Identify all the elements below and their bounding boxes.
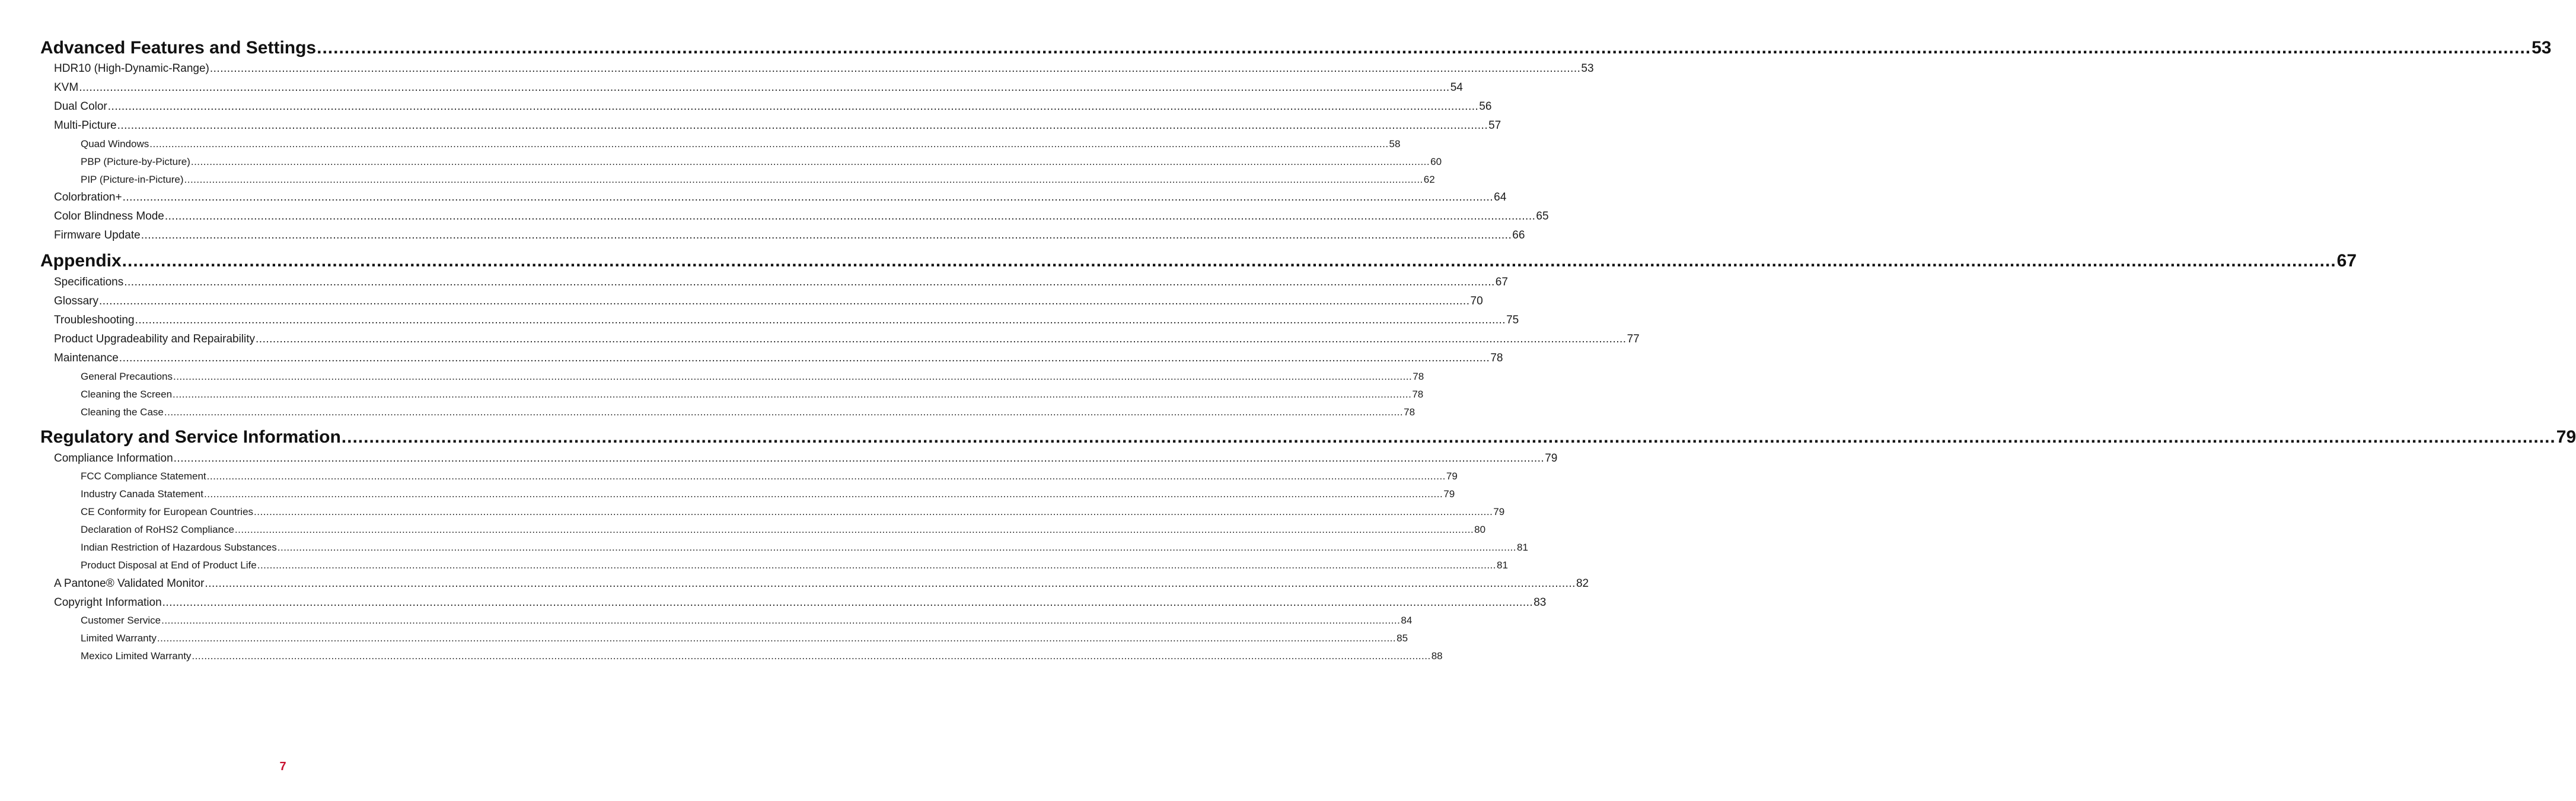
toc-entry-title: Cleaning the Screen [81,389,173,400]
dot-leader: ................................................................................................................................................................................................................................................................................................................................................................................................................ [203,488,1443,500]
toc-entry-page: 56 [1479,100,1492,113]
dot-leader: ................................................................................................................................................................................................................................................................................................................................................................................................................ [257,560,1496,571]
toc-entry-title: Product Disposal at End of Product Life [81,560,257,571]
toc-entry-title: Limited Warranty [81,632,157,644]
dot-leader: ................................................................................................................................................................................................................................................................................................................................................................................................................ [149,138,1389,150]
toc-entry-page: 62 [1423,174,1435,185]
toc-entry[interactable] [54,314,1519,330]
toc-entry-title: Multi-Picture [54,119,117,132]
toc-entry[interactable] [54,333,1640,349]
toc-entry-title: Dual Color [54,100,107,113]
toc-subentry[interactable] [81,389,1424,404]
toc-entry[interactable] [54,577,1589,594]
dot-leader: ................................................................................................................................................................................................................................................................................................................................................................................................................ [254,506,1493,517]
toc-entry-page: 67 [2336,251,2357,271]
toc-entry[interactable] [54,100,1492,117]
toc-section-heading[interactable] [40,251,2357,275]
toc-entry-title: CE Conformity for European Countries [81,506,254,517]
toc-entry-title: Customer Service [81,615,161,626]
toc-entry-page: 78 [1412,389,1424,400]
toc-entry-title: Firmware Update [54,229,141,241]
toc-entry[interactable] [54,452,1558,469]
toc-entry-title: Advanced Features and Settings [40,38,317,58]
dot-leader: ................................................................................................................................................................................................................................................................................................................................................................................................................ [209,62,1581,75]
toc-entry-title: FCC Compliance Statement [81,471,206,482]
toc-entry-page: 79 [1493,506,1505,517]
toc-entry-page: 81 [1517,542,1528,553]
toc-entry-page: 53 [2532,38,2552,58]
dot-leader: ................................................................................................................................................................................................................................................................................................................................................................................................................ [122,191,1494,204]
toc-subentry[interactable] [81,632,1408,648]
dot-leader: ................................................................................................................................................................................................................................................................................................................................................................................................................ [164,406,1404,418]
dot-leader: ................................................................................................................................................................................................................................................................................................................................................................................................................ [79,81,1450,94]
toc-entry-title: Indian Restriction of Hazardous Substances [81,542,277,553]
toc-entry-page: 83 [1534,596,1547,609]
dot-leader: ................................................................................................................................................................................................................................................................................................................................................................................................................ [173,371,1413,382]
dot-leader: ................................................................................................................................................................................................................................................................................................................................................................................................................ [173,452,1545,465]
dot-leader: ................................................................................................................................................................................................................................................................................................................................................................................................................ [119,352,1490,364]
toc-entry-title: Color Blindness Mode [54,210,164,223]
dot-leader: ................................................................................................................................................................................................................................................................................................................................................................................................................ [256,333,1627,345]
dot-leader: ................................................................................................................................................................................................................................................................................................................................................................................................................ [117,119,1488,132]
toc-entry-page: 81 [1497,560,1508,571]
dot-leader: ................................................................................................................................................................................................................................................................................................................................................................................................................ [192,650,1431,662]
toc-entry-page: 78 [1404,406,1415,418]
toc-subentry[interactable] [81,471,1458,486]
toc-entry[interactable] [54,210,1549,227]
toc-entry-page: 58 [1389,138,1401,150]
toc-entry-title: Quad Windows [81,138,149,150]
dot-leader: ................................................................................................................................................................................................................................................................................................................................................................................................................ [184,174,1423,185]
dot-leader: ................................................................................................................................................................................................................................................................................................................................................................................................................ [341,427,2556,447]
toc-entry[interactable] [54,352,1503,368]
toc-subentry[interactable] [81,524,1486,539]
toc-subentry[interactable] [81,650,1443,666]
toc-entry[interactable] [54,596,1547,613]
toc-entry-page: 57 [1488,119,1501,132]
toc-entry-title: Colorbration+ [54,191,122,204]
toc-entry[interactable] [54,229,1525,246]
toc-entry-page: 78 [1490,352,1503,364]
toc-entry-title: Maintenance [54,352,119,364]
toc-subentry[interactable] [81,615,1413,630]
toc-entry-page: 67 [1495,276,1508,288]
dot-leader: ................................................................................................................................................................................................................................................................................................................................................................................................................ [234,524,1474,535]
toc-entry-title: Product Upgradeability and Repairability [54,333,256,345]
toc-entry[interactable] [54,276,1508,293]
toc-entry-title: Cleaning the Case [81,406,164,418]
toc-entry-title: KVM [54,81,79,94]
toc-entry-page: 64 [1494,191,1507,204]
toc-entry-page: 70 [1470,295,1483,307]
toc-entry-title: Glossary [54,295,98,307]
toc-entry-page: 80 [1474,524,1486,535]
toc-subentry[interactable] [81,371,1424,386]
toc-entry[interactable] [54,295,1483,312]
toc-subentry[interactable] [81,406,1415,422]
toc-entry-title: HDR10 (High-Dynamic-Range) [54,62,209,75]
toc-section-heading[interactable] [40,38,2552,62]
dot-leader: ................................................................................................................................................................................................................................................................................................................................................................................................................ [157,632,1397,644]
toc-entry-title: Compliance Information [54,452,173,465]
toc-entry-page: 77 [1627,333,1640,345]
toc-subentry[interactable] [81,138,1401,154]
toc-subentry[interactable] [81,488,1455,504]
toc-subentry[interactable] [81,174,1435,189]
toc-entry-page: 79 [1443,488,1455,500]
toc-entry-title: PIP (Picture-in-Picture) [81,174,184,185]
toc-entry-page: 85 [1397,632,1408,644]
toc-entry-page: 79 [2556,427,2576,447]
dot-leader: ................................................................................................................................................................................................................................................................................................................................................................................................................ [135,314,1506,326]
toc-entry[interactable] [54,81,1463,98]
page-number: 7 [279,760,286,773]
toc-entry-title: Appendix [40,251,122,271]
toc-entry-page: 66 [1512,229,1525,241]
toc-section-heading[interactable] [40,427,2576,451]
toc-entry-title: General Precautions [81,371,173,382]
toc-entry-page: 79 [1545,452,1558,465]
dot-leader: ................................................................................................................................................................................................................................................................................................................................................................................................................ [317,38,2532,58]
dot-leader: ................................................................................................................................................................................................................................................................................................................................................................................................................ [124,276,1495,288]
toc-subentry[interactable] [81,560,1508,575]
toc-entry-page: 60 [1430,156,1442,167]
toc-subentry[interactable] [81,156,1442,171]
toc-subentry[interactable] [81,506,1505,522]
dot-leader: ................................................................................................................................................................................................................................................................................................................................................................................................................ [98,295,1470,307]
toc-entry-title: Industry Canada Statement [81,488,203,500]
toc-entry-page: 75 [1506,314,1519,326]
toc-entry-title: A Pantone® Validated Monitor [54,577,205,590]
dot-leader: ................................................................................................................................................................................................................................................................................................................................................................................................................ [277,542,1517,553]
dot-leader: ................................................................................................................................................................................................................................................................................................................................................................................................................ [206,471,1446,482]
dot-leader: ................................................................................................................................................................................................................................................................................................................................................................................................................ [122,251,2336,271]
toc-entry-page: 88 [1431,650,1443,662]
dot-leader: ................................................................................................................................................................................................................................................................................................................................................................................................................ [164,210,1536,223]
dot-leader: ................................................................................................................................................................................................................................................................................................................................................................................................................ [162,596,1534,609]
toc-entry[interactable] [54,62,1594,79]
toc-entry-title: Declaration of RoHS2 Compliance [81,524,234,535]
toc-entry-page: 53 [1581,62,1594,75]
toc-entry-title: PBP (Picture-by-Picture) [81,156,190,167]
dot-leader: ................................................................................................................................................................................................................................................................................................................................................................................................................ [173,389,1412,400]
toc-entry-page: 78 [1413,371,1424,382]
toc-entry-title: Troubleshooting [54,314,135,326]
dot-leader: ................................................................................................................................................................................................................................................................................................................................................................................................................ [161,615,1401,626]
toc-entry-title: Copyright Information [54,596,162,609]
toc-entry-page: 65 [1536,210,1549,223]
toc-subentry[interactable] [81,542,1528,557]
toc-entry-title: Specifications [54,276,124,288]
dot-leader: ................................................................................................................................................................................................................................................................................................................................................................................................................ [205,577,1576,590]
dot-leader: ................................................................................................................................................................................................................................................................................................................................................................................................................ [141,229,1512,241]
toc-entry[interactable] [54,191,1507,208]
toc-entry-page: 82 [1576,577,1589,590]
toc-entry-title: Mexico Limited Warranty [81,650,192,662]
toc-entry-title: Regulatory and Service Information [40,427,341,447]
dot-leader: ................................................................................................................................................................................................................................................................................................................................................................................................................ [107,100,1479,113]
toc-entry-page: 84 [1401,615,1413,626]
dot-leader: ................................................................................................................................................................................................................................................................................................................................................................................................................ [190,156,1430,167]
toc-entry-page: 79 [1446,471,1458,482]
toc-entry-page: 54 [1450,81,1463,94]
toc-entry[interactable] [54,119,1501,136]
